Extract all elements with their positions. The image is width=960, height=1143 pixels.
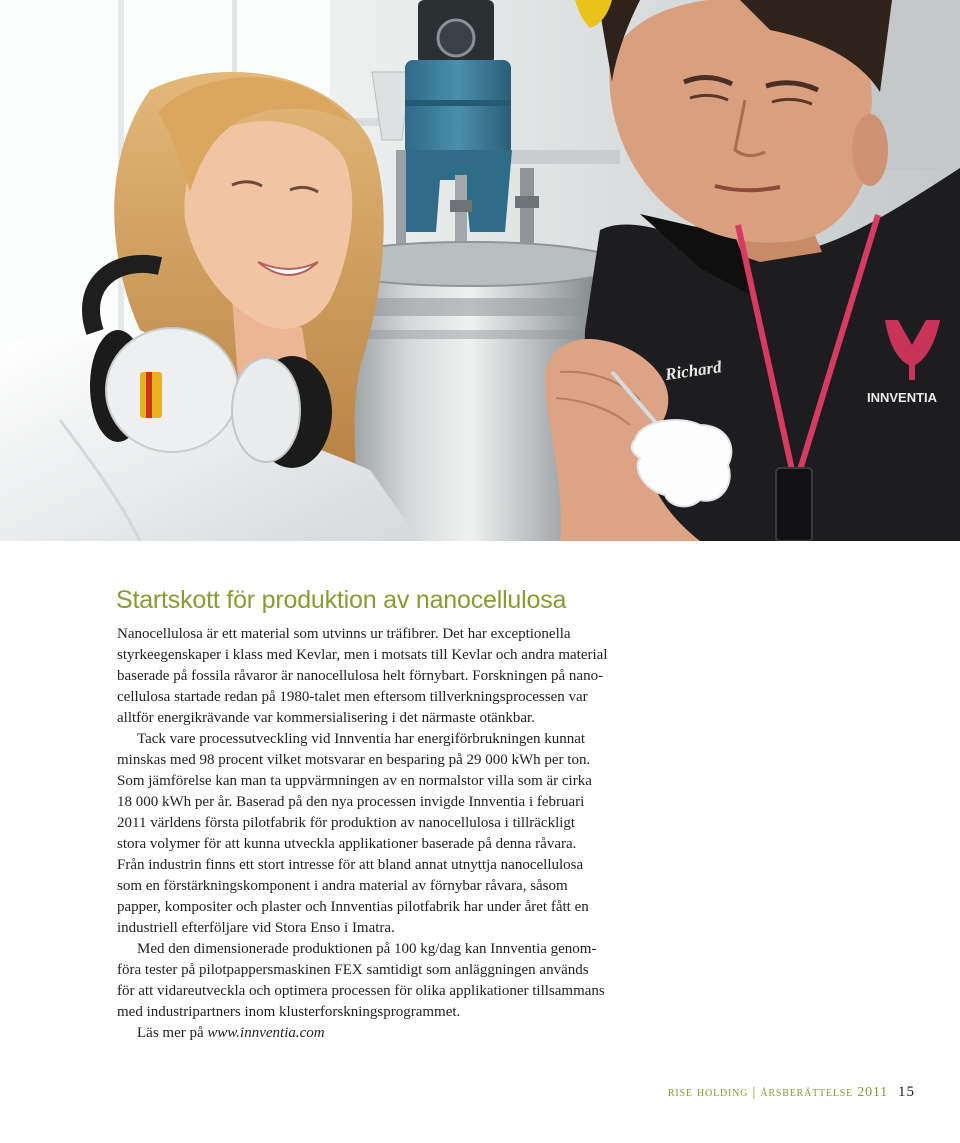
shirt-name: Richard (663, 357, 723, 384)
lab-photo (0, 0, 960, 541)
motor-stripe (405, 100, 511, 106)
text-line: föra tester på pilotpappersmaskinen FEX samtidigt som anläggningen används (117, 962, 589, 978)
text-line: industriell efterföljare vid Stora Enso i Imatra. (117, 920, 395, 936)
text-line: Tack vare processutveckling vid Innventia har energiförbrukningen kunnat (137, 731, 586, 747)
text-line: Som jämförelse kan man ta uppvärmningen av en normalstor villa som är cirka (117, 773, 592, 789)
read-more (117, 1023, 717, 1044)
nut (450, 200, 472, 212)
blue-motor (405, 60, 511, 156)
text-line: baserade på fossila råvaror är nanocellulosa helt förnybart. Forskningen på nano- (117, 668, 604, 684)
paragraph (117, 624, 717, 729)
pressure-gauge (438, 20, 474, 56)
shirt-logo: INNVENTIA (867, 390, 938, 405)
text-line: Med den dimensionerade produktionen på 100 kg/dag kan Innventia genom- (137, 941, 597, 957)
headphone-left-cup (106, 328, 238, 452)
threaded-rod (396, 150, 406, 246)
text-line: styrkeegenskaper i klass med Kevlar, men i motsats till Kevlar och andra material (117, 647, 608, 663)
headphone-sticker-stripe (146, 372, 152, 418)
page-number: 15 (898, 1084, 915, 1100)
read-more-prefix: Läs mer på (137, 1025, 208, 1041)
article-title: Startskott för produktion av nanocellulosa (116, 586, 567, 614)
nut (515, 196, 539, 208)
text-line: med industripartners inom klusterforskningsprogrammet. (117, 1004, 461, 1020)
text-line: Från industrin finns ett stort intresse för att bland annat utnyttja nanocellulosa (117, 857, 584, 873)
text-line: cellulosa startade redan på 1980-talet men eftersom tillverkningsprocessen var (117, 689, 588, 705)
paragraph (117, 729, 717, 939)
text-line: papper, kompositer och plaster och Innventias pilotfabrik har under året fått en (117, 899, 589, 915)
website-link[interactable]: www.innventia.com (207, 1025, 325, 1041)
lanyard-clip (776, 468, 812, 541)
text-line: 18 000 kWh per år. Baserad på den nya processen invigde Innventia i februari (117, 794, 585, 810)
man-ear (852, 114, 888, 186)
text-line: som en förstärkningskomponent i andra material av förnybar råvara, såsom (117, 878, 568, 894)
article-body (117, 624, 717, 1044)
text-line: stora volymer för att kunna utveckla applikationer baserade på denna råvara. (117, 836, 577, 852)
text-line: Nanocellulosa är ett material som utvinns ur träfibrer. Det har exceptionella (117, 626, 571, 642)
text-line: för att vidareutveckla och optimera processen för olika applikationer tillsammans (117, 983, 605, 999)
headphone-right-cup (232, 358, 300, 462)
paragraph (117, 939, 717, 1023)
footer-publication: rise holding | årsberättelse 2011 (667, 1085, 888, 1100)
pipe (500, 150, 620, 164)
text-line: minskas med 98 procent vilket motsvarar en besparing på 29 000 kWh per ton. (117, 752, 591, 768)
text-line: alltför energikrävande var kommersialisering i det närmaste otänkbar. (117, 710, 535, 726)
threaded-rod (520, 168, 534, 254)
text-line: 2011 världens första pilotfabrik för produktion av nanocellulosa i tillräckligt (117, 815, 576, 831)
